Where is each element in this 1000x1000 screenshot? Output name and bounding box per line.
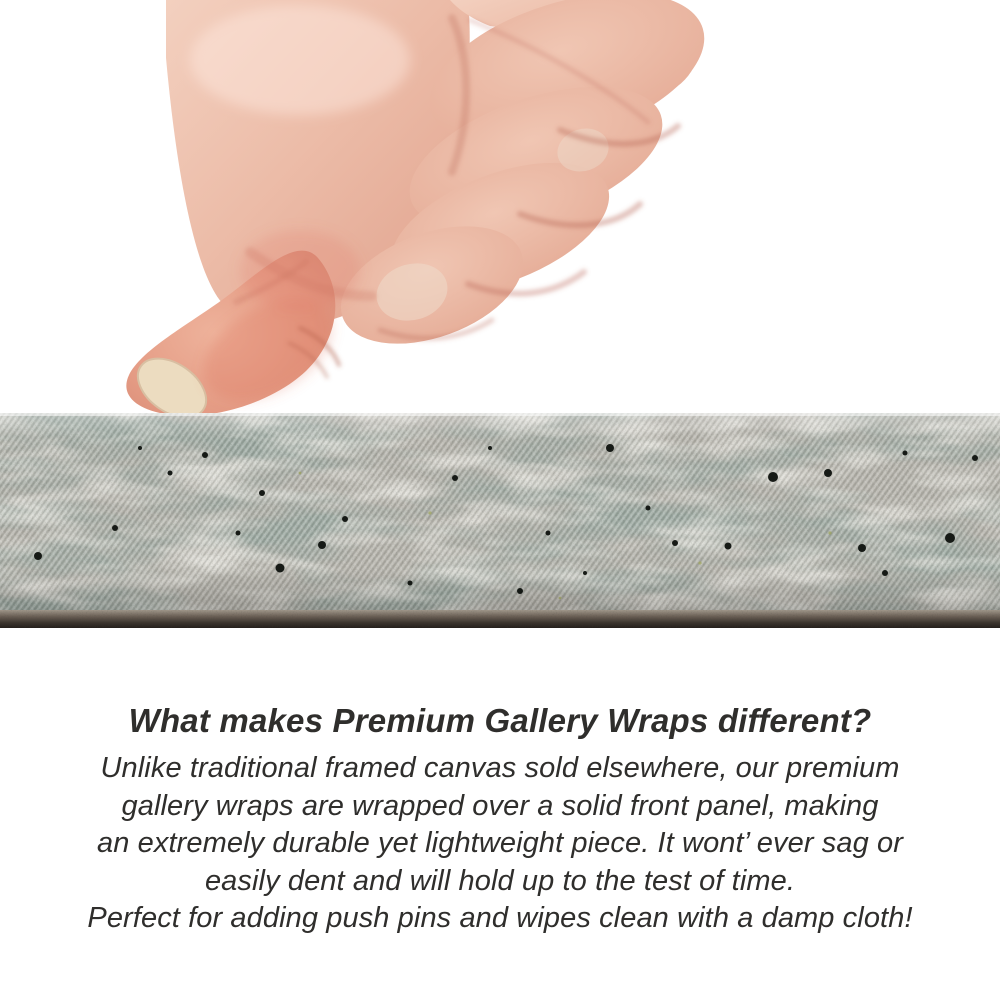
marketing-line-1: Unlike traditional framed canvas sold elsewhere, our premium — [100, 752, 900, 784]
marketing-heading: What makes Premium Gallery Wraps different? — [128, 702, 872, 739]
hand-silhouette — [126, 0, 722, 418]
hand-pressing-thumb — [0, 0, 1000, 418]
marketing-line-4: easily dent and will hold up to the test of time. — [204, 864, 796, 897]
marketing-line-5: Perfect for adding push pins and wipes clean with a damp cloth! — [87, 902, 913, 934]
marketing-copy — [0, 701, 1000, 938]
canvas-wrap-edge — [0, 413, 1000, 628]
marketing-line-3: an extremely durable yet lightweight piece. It wont’ ever sag or — [97, 827, 903, 859]
marketing-line-2: gallery wraps are wrapped over a solid front panel, making — [121, 789, 879, 822]
